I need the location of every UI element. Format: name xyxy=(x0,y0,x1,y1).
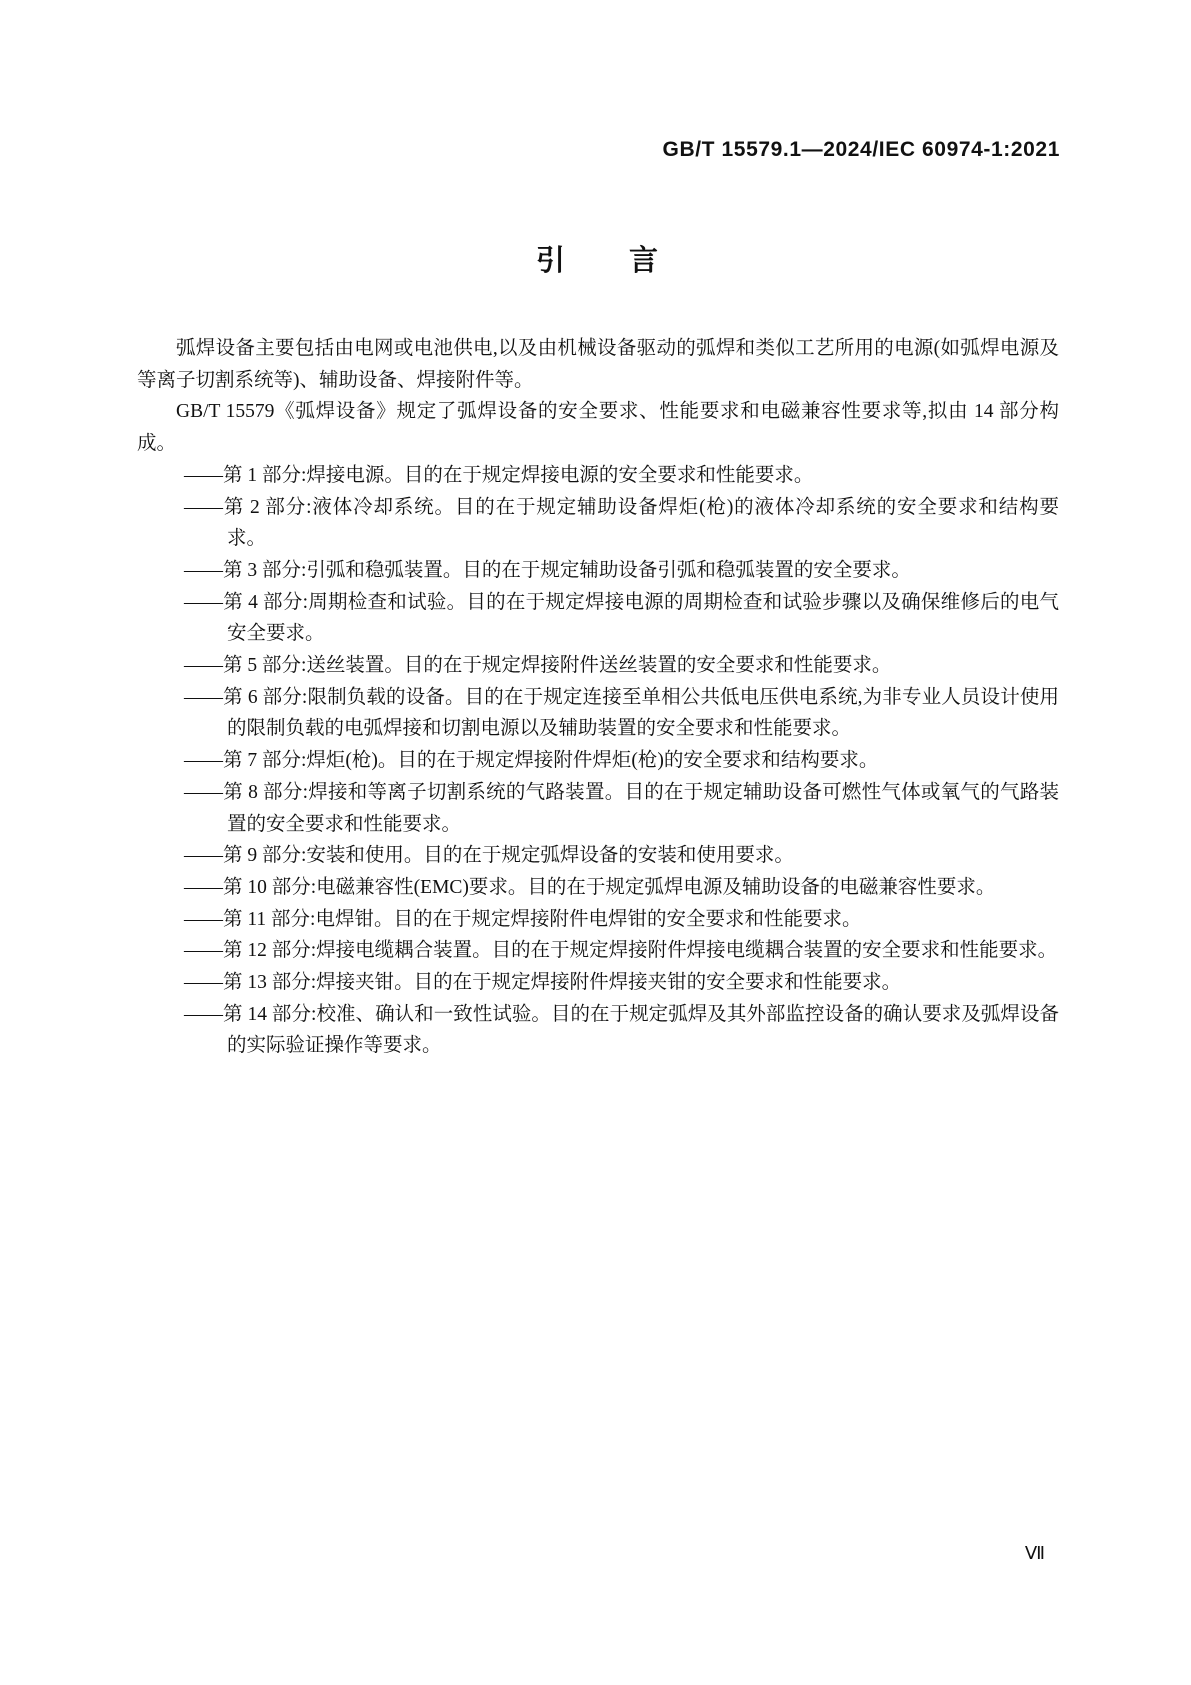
part-item-dash: —— xyxy=(184,496,223,518)
part-item-dash: —— xyxy=(184,686,223,708)
part-item-dash: —— xyxy=(184,940,223,962)
part-item-text: 第 4 部分:周期检查和试验。目的在于规定焊接电源的周期检查和试验步骤以及确保维修后的电气安全要求。 xyxy=(223,591,1059,645)
part-item-text: 第 13 部分:焊接夹钳。目的在于规定焊接附件焊接夹钳的安全要求和性能要求。 xyxy=(223,972,902,994)
standard-code-header: GB/T 15579.1—2024/IEC 60974-1:2021 xyxy=(662,138,1060,161)
part-item xyxy=(137,460,1059,492)
part-item-text: 第 10 部分:电磁兼容性(EMC)要求。目的在于规定弧焊电源及辅助设备的电磁兼容性要求。 xyxy=(223,876,996,898)
part-item xyxy=(137,777,1059,840)
part-item-text: 第 1 部分:焊接电源。目的在于规定焊接电源的安全要求和性能要求。 xyxy=(223,464,814,486)
part-item xyxy=(137,904,1059,936)
part-item-dash: —— xyxy=(184,1003,223,1025)
part-item xyxy=(137,745,1059,777)
part-item-dash: —— xyxy=(184,750,223,772)
part-item xyxy=(137,967,1059,999)
part-item xyxy=(137,872,1059,904)
part-item xyxy=(137,682,1059,745)
page-title: 引 言 xyxy=(535,245,660,277)
part-item-dash: —— xyxy=(184,876,223,898)
part-item-dash: —— xyxy=(184,655,223,677)
intro-paragraph-2: GB/T 15579《弧焊设备》规定了弧焊设备的安全要求、性能要求和电磁兼容性要求等,拟由 14 部分构成。 xyxy=(137,401,1059,455)
part-item xyxy=(137,492,1059,555)
part-item-text: 第 2 部分:液体冷却系统。目的在于规定辅助设备焊炬(枪)的液体冷却系统的安全要求和结构要求。 xyxy=(223,496,1059,550)
page-number: Ⅶ xyxy=(1024,1543,1045,1563)
part-item-text: 第 3 部分:引弧和稳弧装置。目的在于规定辅助设备引弧和稳弧装置的安全要求。 xyxy=(223,559,911,581)
part-item xyxy=(137,840,1059,872)
part-item-dash: —— xyxy=(184,908,223,930)
part-item-text: 第 6 部分:限制负载的设备。目的在于规定连接至单相公共低电压供电系统,为非专业人员设计使用的限制负载的电弧焊接和切割电源以及辅助装置的安全要求和性能要求。 xyxy=(223,686,1059,740)
part-item-text: 第 11 部分:电焊钳。目的在于规定焊接附件电焊钳的安全要求和性能要求。 xyxy=(223,908,862,930)
part-item-dash: —— xyxy=(184,464,223,486)
intro-paragraph-1: 弧焊设备主要包括由电网或电池供电,以及由机械设备驱动的弧焊和类似工艺所用的电源(如弧焊电源及等离子切割系统等)、辅助设备、焊接附件等。 xyxy=(137,338,1059,391)
part-item-dash: —— xyxy=(184,591,223,613)
intro-content xyxy=(137,333,1059,1062)
part-item-dash: —— xyxy=(184,845,223,867)
part-item-text: 第 5 部分:送丝装置。目的在于规定焊接附件送丝装置的安全要求和性能要求。 xyxy=(223,655,892,677)
part-item xyxy=(137,555,1059,587)
part-item-dash: —— xyxy=(184,781,223,803)
part-item-text: 第 14 部分:校准、确认和一致性试验。目的在于规定弧焊及其外部监控设备的确认要求及弧焊设备的实际验证操作等要求。 xyxy=(223,1003,1059,1057)
part-item-dash: —— xyxy=(184,972,223,994)
parts-list xyxy=(137,460,1059,1062)
part-item xyxy=(137,587,1059,650)
part-item xyxy=(137,650,1059,682)
part-item xyxy=(137,935,1059,967)
part-item-text: 第 7 部分:焊炬(枪)。目的在于规定焊接附件焊炬(枪)的安全要求和结构要求。 xyxy=(223,750,879,772)
part-item-dash: —— xyxy=(184,559,223,581)
part-item-text: 第 12 部分:焊接电缆耦合装置。目的在于规定焊接附件焊接电缆耦合装置的安全要求和性能要求。 xyxy=(223,940,1058,962)
part-item-text: 第 9 部分:安装和使用。目的在于规定弧焊设备的安装和使用要求。 xyxy=(223,845,794,867)
part-item-text: 第 8 部分:焊接和等离子切割系统的气路装置。目的在于规定辅助设备可燃性气体或氧气的气路装置的安全要求和性能要求。 xyxy=(223,781,1059,835)
part-item xyxy=(137,999,1059,1062)
